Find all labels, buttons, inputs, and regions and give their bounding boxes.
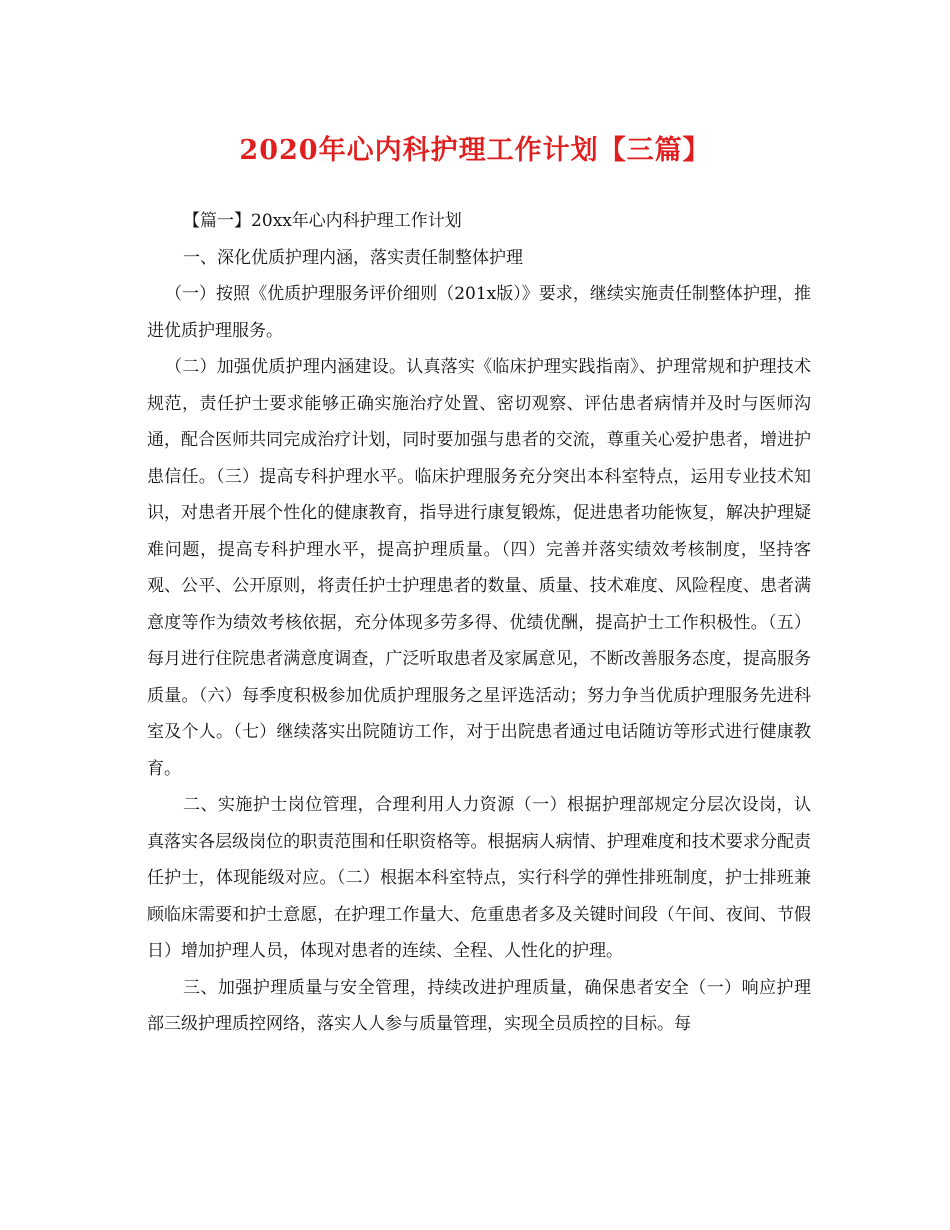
- paragraph: 二、实施护士岗位管理，合理利用人力资源（一）根据护理部规定分层次设岗，认真落实各层级岗位的职责范围和任职资格等。根据病人病情、护理难度和技术要求分配责任护士，体现能级对应。（二）根据本科室特点，实行科学的弹性排班制度，护士排班兼顾临床需要和护士意愿，在护理工作量大、危重患者多及关键时间段（午间、夜间、节假日）增加护理人员，体现对患者的连续、全程、人性化的护理。: [147, 795, 811, 961]
- section-heading-part-one: 【篇一】20xx年心内科护理工作计划: [183, 211, 462, 231]
- document-title: 2020年心内科护理工作计划【三篇】: [239, 135, 711, 166]
- paragraph: （二）加强优质护理内涵建设。认真落实《临床护理实践指南》、护理常规和护理技术规范，责任护士要求能够正确实施治疗处置、密切观察、评估患者病情并及时与医师沟通，配合医师共同完成治疗计划，同时要加强与患者的交流，尊重关心爱护患者，增进护患信任。（三）提高专科护理水平。临床护理服务充分突出本科室特点，运用专业技术知识，对患者开展个性化的健康教育，指导进行康复锻炼，促进患者功能恢复，解决护理疑难问题，提高专科护理水平，提高护理质量。（四）完善并落实绩效考核制度，坚持客观、公平、公开原则，将责任护士护理患者的数量、质量、技术难度、风险程度、患者满意度等作为绩效考核依据，充分体现多劳多得、优绩优酬，提高护士工作积极性。（五）每月进行住院患者满意度调查，广泛听取患者及家属意见，不断改善服务态度，提高服务质量。（六）每季度积极参加优质护理服务之星评选活动；努力争当优质护理服务先进科室及个人。（七）继续落实出院随访工作，对于出院患者通过电话随访等形式进行健康教育。: [147, 357, 811, 779]
- paragraph: （一）按照《优质护理服务评价细则（201x版）》要求，继续实施责任制整体护理，推进优质护理服务。: [147, 284, 811, 341]
- section-heading-one: 一、深化优质护理内涵，落实责任制整体护理: [183, 247, 523, 268]
- paragraph: 三、加强护理质量与安全管理，持续改进护理质量，确保患者安全（一）响应护理部三级护理质控网络，落实人人参与质量管理，实现全员质控的目标。每: [147, 977, 811, 1034]
- document-body: [147, 203, 811, 1043]
